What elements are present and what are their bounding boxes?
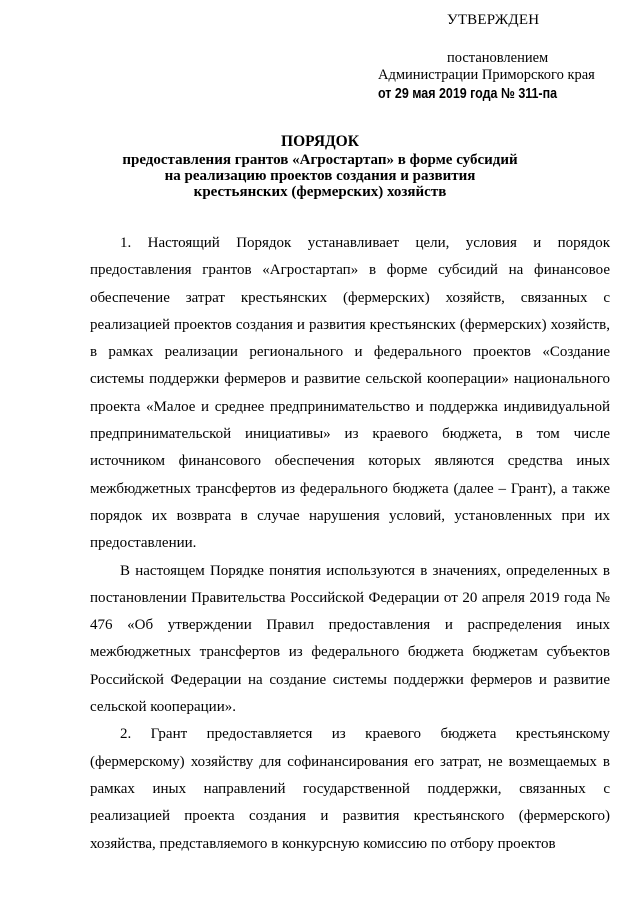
document-title: ПОРЯДОК	[281, 133, 359, 150]
paragraph-2: В настоящем Порядке понятия используются в значениях, определенных в постановлении Правительства Российской Федерации от 20 апреля 2019 года № 476 «Об утверждении Правил предоставления и распределения иных межбюджетных трансфертов из федерального бюджета бюджетам субъектов Российской Федерации на создание системы поддержки фермеров и развитие сельской кооперации».	[90, 562, 610, 716]
paragraph-1: 1. Настоящий Порядок устанавливает цели, условия и порядок предоставления грантов «Агростартап» в форме субсидий на финансовое обеспечение затрат крестьянских (фермерских) хозяйств, связанных с реализацией проектов создания и развития крестьянских (фермерских) хозяйств, в рамках реализации регионального и федерального проектов «Создание системы поддержки фермеров и развитие сельской кооперации» национального проекта «Малое и среднее предпринимательство и поддержка индивидуальной предпринимательской инициативы» из краевого бюджета, в том числе источником финансового обеспечения которых являются средства иных межбюджетных трансфертов из федерального бюджета (далее – Грант), а также порядок их возврата в случае нарушения условий, установленных при их предоставлении.	[90, 235, 610, 552]
document-subtitle-line2: на реализацию проектов создания и развития	[164, 168, 476, 184]
document-subtitle-line1: предоставления грантов «Агростартап» в форме субсидий	[122, 152, 518, 168]
decree-date: от 29 мая 2019 года № 311-па	[378, 86, 558, 102]
approval-stamp-label: УТВЕРЖДЕН	[447, 12, 540, 28]
paragraph-3: 2. Грант предоставляется из краевого бюджета крестьянскому (фермерскому) хозяйству для софинансирования его затрат, не возмещаемых в рамках иных направлений государственной поддержки, связанных с реализацией проекта создания и развития крестьянского (фермерского) хозяйства, представляемого в конкурсную комиссию по отбору проектов	[90, 726, 610, 852]
document-subtitle-line3: крестьянских (фермерских) хозяйств	[193, 184, 447, 200]
decree-reference-line1: постановлением	[447, 50, 549, 66]
decree-reference-line2: Администрации Приморского края	[378, 67, 595, 83]
document-body	[90, 230, 610, 858]
document-title-block	[0, 134, 640, 200]
